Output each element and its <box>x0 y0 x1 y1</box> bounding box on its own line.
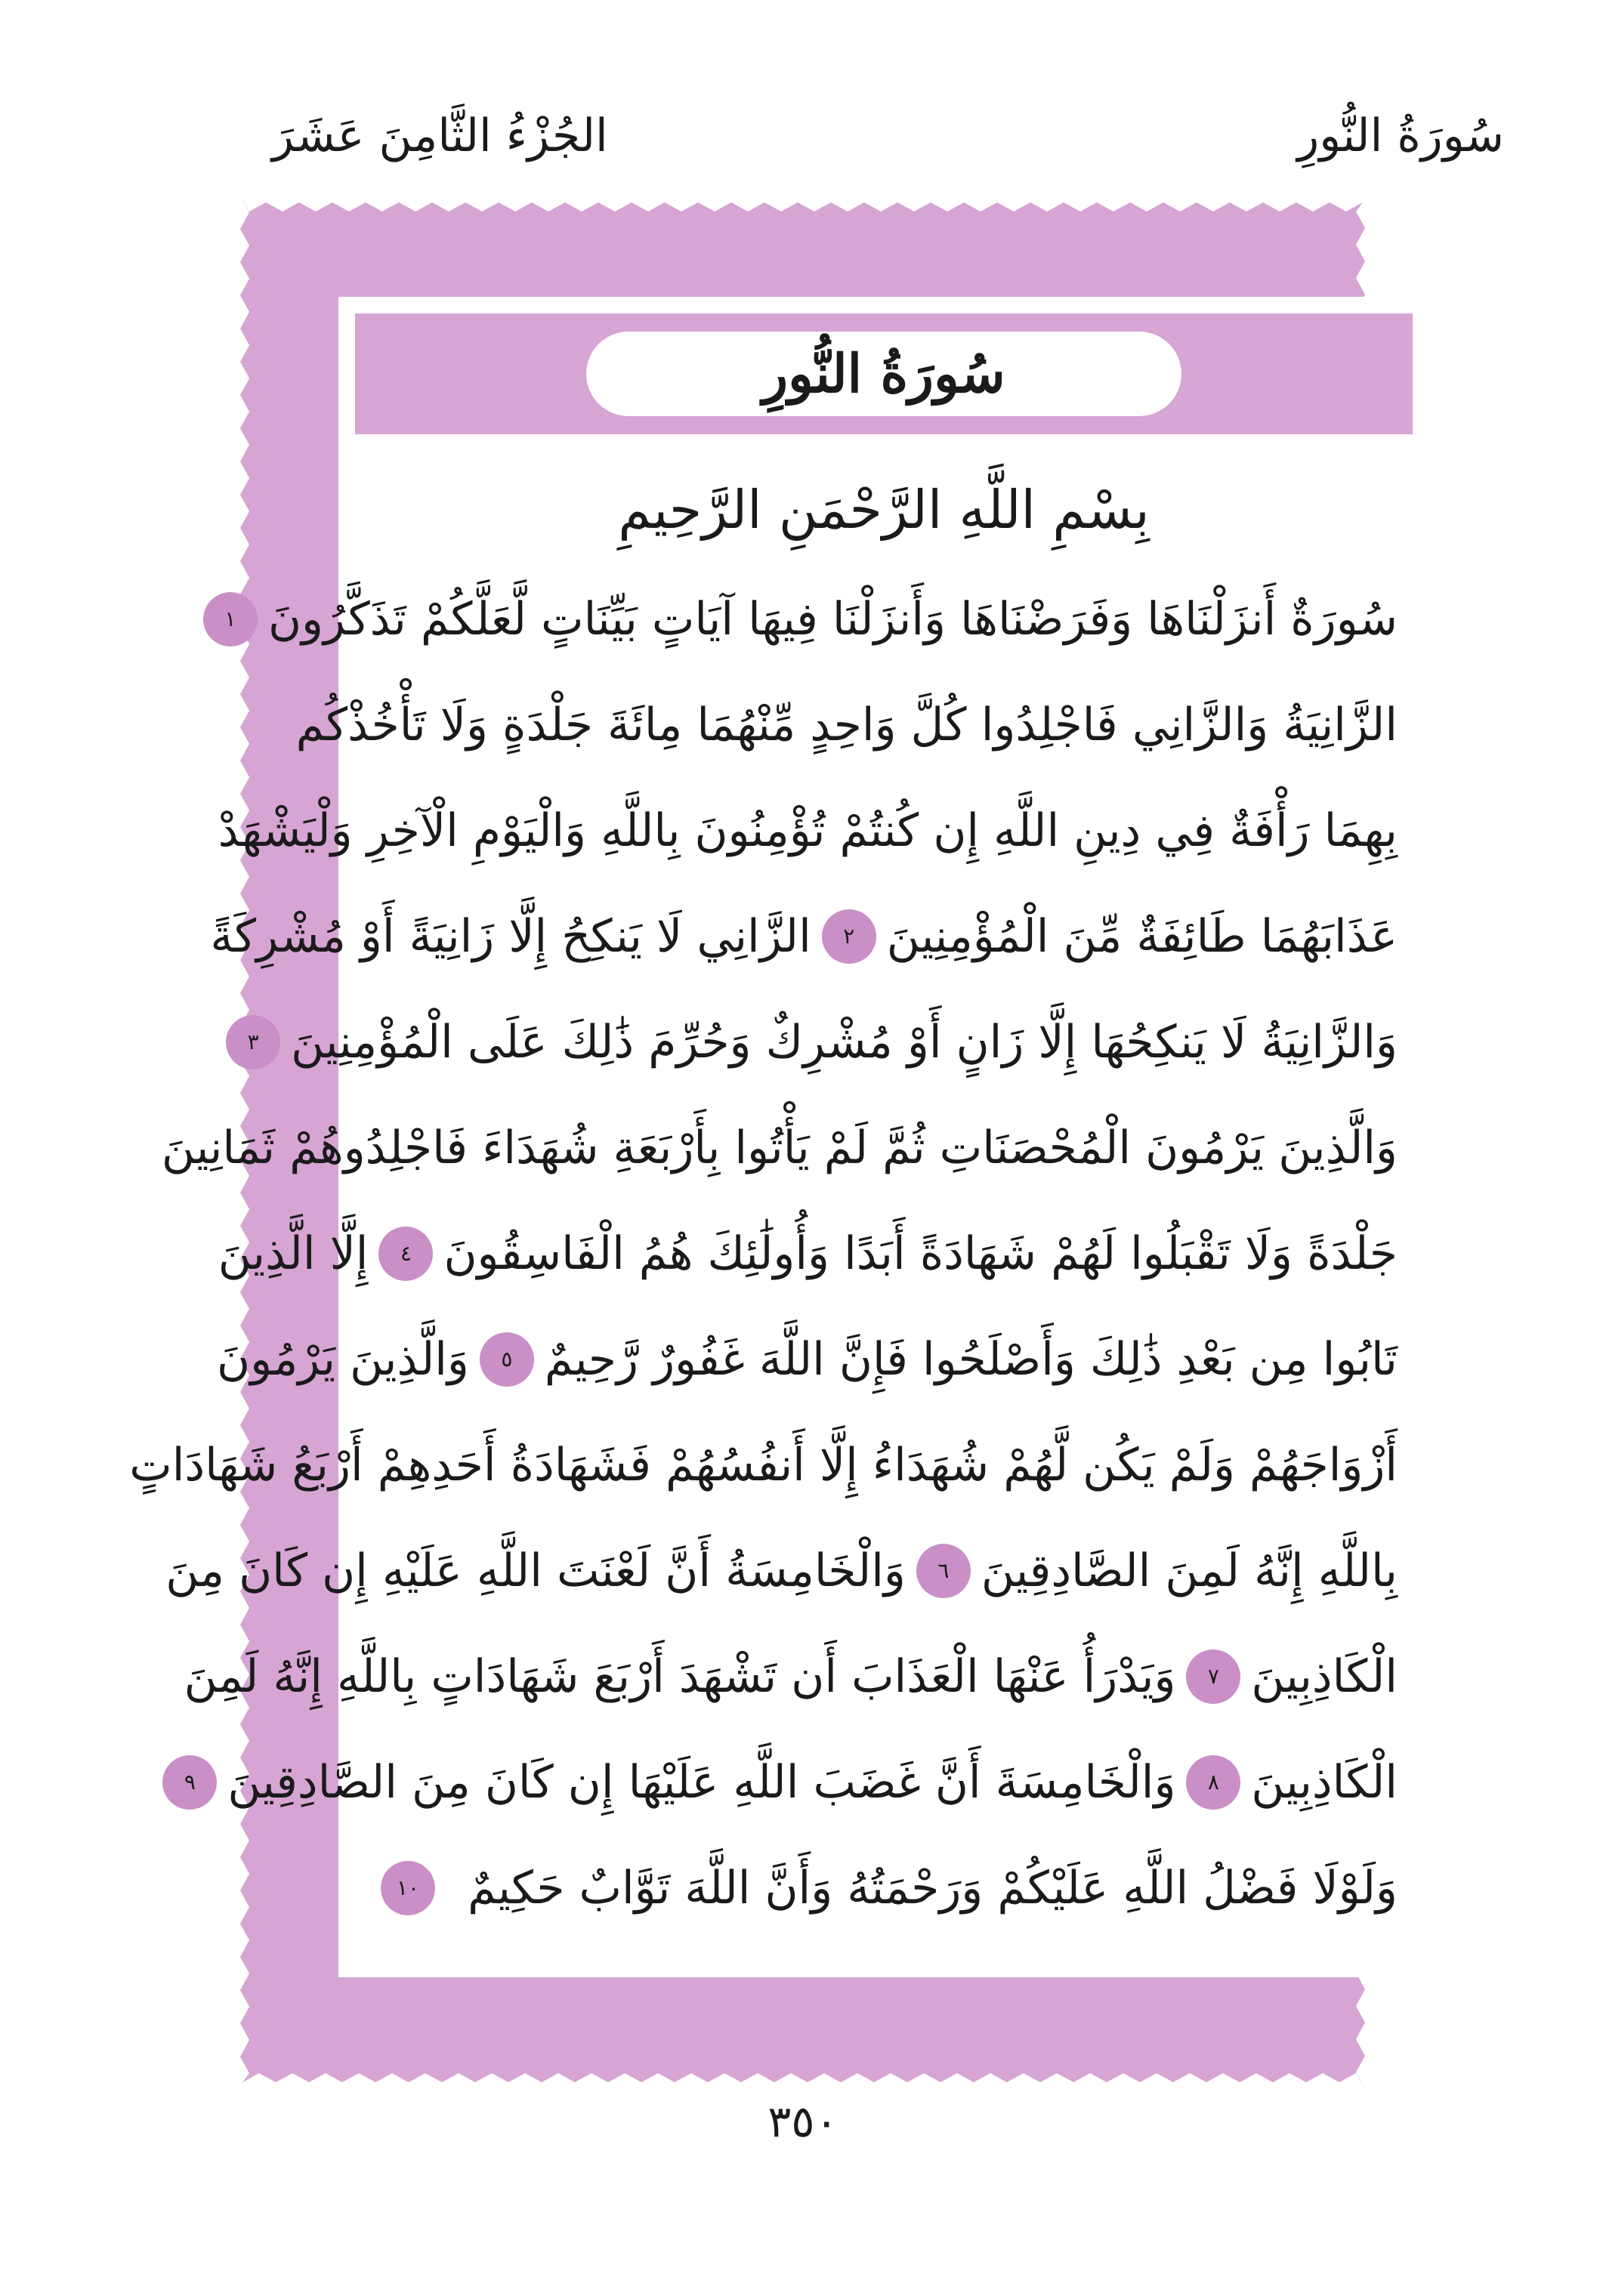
verse-text: وَالْخَامِسَةُ أَنَّ لَعْنَتَ اللَّهِ عَلَيْهِ إِن كَانَ مِنَ <box>165 1545 906 1597</box>
verse-number-marker: ٥ <box>480 1332 534 1387</box>
verse-text: وَالَّذِينَ يَرْمُونَ الْمُحْصَنَاتِ ثُمَّ لَمْ يَأْتُوا بِأَرْبَعَةِ شُهَدَاءَ فَاجْلِدُوهُمْ ثَمَانِينَ <box>161 1122 1398 1174</box>
verse-line <box>218 778 1398 884</box>
verse-text: الْكَاذِبِينَ <box>1251 1756 1398 1809</box>
verse-text: وَيَدْرَأُ عَنْهَا الْعَذَابَ أَن تَشْهَدَ أَرْبَعَ شَهَادَاتٍ بِاللَّهِ إِنَّهُ لَمِنَ <box>184 1650 1176 1703</box>
verse-number-marker: ١ <box>203 592 258 647</box>
verse-text: الْكَاذِبِينَ <box>1251 1650 1398 1703</box>
verse-line <box>217 1307 1398 1412</box>
verse-text: وَالزَّانِيَةُ لَا يَنكِحُهَا إِلَّا زَانٍ أَوْ مُشْرِكٌ وَحُرِّمَ ذَٰلِكَ عَلَى الْمُؤْمِنِينَ <box>291 1016 1398 1069</box>
verse-line <box>184 1624 1398 1730</box>
verse-line <box>295 672 1398 778</box>
verse-line <box>165 1518 1398 1624</box>
verse-number-marker: ١٠ <box>381 1861 435 1915</box>
verse-text: إِلَّا الَّذِينَ <box>218 1227 369 1280</box>
basmala: بِسْمِ اللَّهِ الرَّحْمَنِ الرَّحِيمِ <box>618 479 1150 541</box>
verse-text: عَذَابَهُمَا طَائِفَةٌ مِّنَ الْمُؤْمِنِينَ <box>886 910 1398 963</box>
verse-text: أَزْوَاجَهُمْ وَلَمْ يَكُن لَّهُمْ شُهَدَاءُ إِلَّا أَنفُسُهُمْ فَشَهَادَةُ أَحَدِهِمْ أَرْبَعُ شَهَادَاتٍ <box>129 1439 1398 1492</box>
verse-text: بِاللَّهِ إِنَّهُ لَمِنَ الصَّادِقِينَ <box>981 1545 1398 1597</box>
verse-text: الزَّانِيَةُ وَالزَّانِي فَاجْلِدُوا كُلَّ وَاحِدٍ مِّنْهُمَا مِائَةَ جَلْدَةٍ وَلَا تَأْخُذْكُم <box>295 699 1398 751</box>
running-head-juz: الجُزْءُ الثَّامِنَ عَشَرَ <box>272 110 608 162</box>
verse-number-marker: ٣ <box>226 1015 280 1069</box>
verse-line <box>161 1095 1398 1201</box>
page-number: ٣٥٠ <box>767 2096 839 2147</box>
verse-text: بِهِمَا رَأْفَةٌ فِي دِينِ اللَّهِ إِن كُنتُمْ تُؤْمِنُونَ بِاللَّهِ وَالْيَوْمِ الْآخِرِ وَلْيَشْهَدْ <box>218 804 1398 857</box>
verse-text: وَالَّذِينَ يَرْمُونَ <box>217 1333 469 1386</box>
verse-line <box>247 989 1398 1095</box>
verse-text: وَالْخَامِسَةَ أَنَّ غَضَبَ اللَّهِ عَلَيْهَا إِن كَانَ مِنَ الصَّادِقِينَ <box>227 1756 1176 1809</box>
verse-text: سُورَةٌ أَنزَلْنَاهَا وَفَرَضْنَاهَا وَأَنزَلْنَا فِيهَا آيَاتٍ بَيِّنَاتٍ لَّعَلَّكُمْ تَذَكَّرُونَ <box>267 593 1398 646</box>
surah-title-banner <box>355 313 1413 434</box>
verse-text: تَابُوا مِن بَعْدِ ذَٰلِكَ وَأَصْلَحُوا فَإِنَّ اللَّهَ غَفُورٌ رَّحِيمٌ <box>544 1333 1398 1386</box>
verse-number-marker: ٤ <box>378 1227 433 1281</box>
running-head-surah: سُورَةُ النُّورِ <box>1297 110 1504 162</box>
banner-cartouche <box>582 327 1186 421</box>
verse-number-marker: ٧ <box>1186 1649 1240 1704</box>
verse-line <box>218 1201 1398 1307</box>
verse-number-marker: ٩ <box>162 1755 217 1810</box>
verse-line <box>184 1730 1398 1835</box>
verse-text: جَلْدَةً وَلَا تَقْبَلُوا لَهُمْ شَهَادَةً أَبَدًا وَأُولَٰئِكَ هُمُ الْفَاسِقُونَ <box>443 1227 1398 1280</box>
verse-line <box>210 884 1398 989</box>
verse-line <box>224 566 1398 672</box>
surah-title: سُورَةُ النُّورِ <box>762 342 1005 405</box>
verse-number-marker: ٦ <box>916 1544 971 1598</box>
verse-lines <box>129 566 1398 2001</box>
verse-line <box>370 1835 1398 1941</box>
verse-line <box>129 1412 1398 1518</box>
verse-text: وَلَوْلَا فَضْلُ اللَّهِ عَلَيْكُمْ وَرَحْمَتُهُ وَأَنَّ اللَّهَ تَوَّابٌ حَكِيمٌ <box>468 1862 1398 1915</box>
verse-number-marker: ٨ <box>1186 1755 1240 1810</box>
verse-text: الزَّانِي لَا يَنكِحُ إِلَّا زَانِيَةً أَوْ مُشْرِكَةً <box>210 910 811 963</box>
verse-number-marker: ٢ <box>822 909 876 964</box>
